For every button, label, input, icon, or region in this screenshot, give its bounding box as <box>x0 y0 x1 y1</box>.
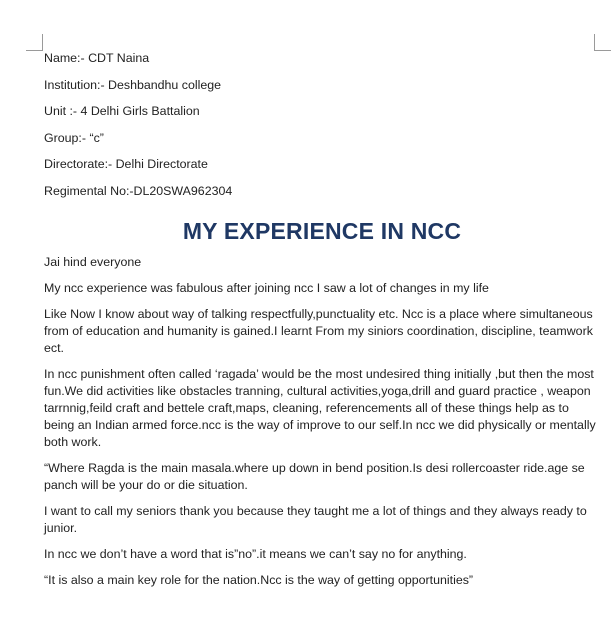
paragraph-activities: In ncc punishment often called ‘ragada’ would be the most undesired thing initially ,but then the most fun.We did activities like obstacles tranning, cultural activities,yoga,drill and guard practice , weapon tarrnnig,feild craft and bettele craft,maps, cleaning, referencements all of these things help as to being an Indian armed force.ncc is the way of improve to our self.In ncc we did physically or mentally both work. <box>44 367 596 449</box>
institution-line: Institution:- Deshbandhu college <box>44 77 222 92</box>
group-line: Group:- “c” <box>44 130 104 145</box>
paragraph-no-word: In ncc we don’t have a word that is”no”.it means we can’t say no for anything. <box>44 547 467 561</box>
paragraph-ragda-quote: “Where Ragda is the main masala.where up down in bend position.Is desi rollercoaster ride.age se panch will be your do or die situation. <box>44 461 585 492</box>
paragraph-closing-quote: “It is also a main key role for the nation.Ncc is the way of getting opportunities” <box>44 573 474 587</box>
regimental-number-line: Regimental No:-DL20SWA962304 <box>44 183 233 198</box>
document-title: MY EXPERIENCE IN NCC <box>182 218 462 244</box>
margin-corner-mark-top-left <box>26 34 43 51</box>
paragraph-greeting: Jai hind everyone <box>44 255 142 269</box>
name-line: Name:- CDT Naina <box>44 51 150 65</box>
document-body[interactable] <box>44 49 600 598</box>
paragraph-experience: My ncc experience was fabulous after joining ncc I saw a lot of changes in my life <box>44 281 489 295</box>
paragraph-learning: Like Now I know about way of talking respectfully,punctuality etc. Ncc is a place where simultaneous from of education and humanity is gained.I learnt From my siniors coordination, discipline, teamwork ect. <box>44 307 593 355</box>
directorate-line: Directorate:- Delhi Directorate <box>44 157 208 171</box>
header-block <box>44 49 600 208</box>
unit-line: Unit :- 4 Delhi Girls Battalion <box>44 104 200 118</box>
paragraph-thanks: I want to call my seniors thank you because they taught me a lot of things and they always ready to junior. <box>44 504 587 535</box>
